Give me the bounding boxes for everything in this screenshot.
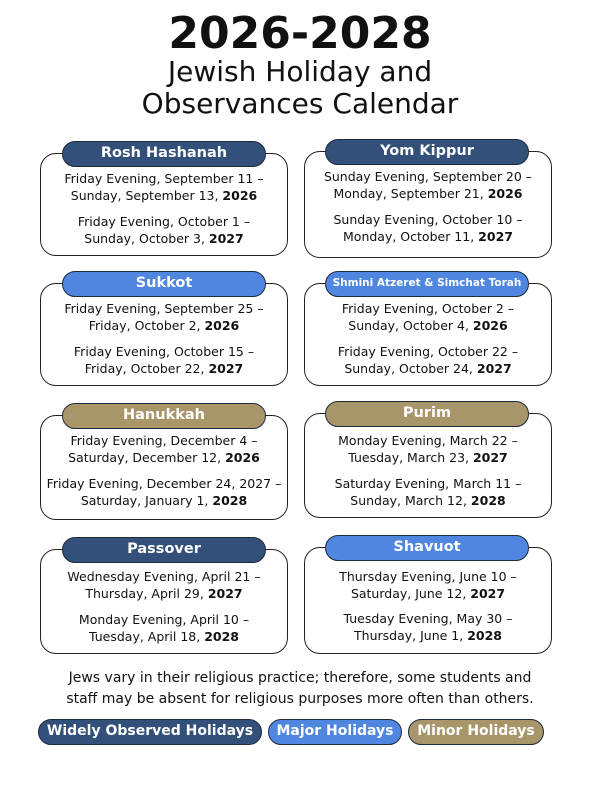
holiday-label-shavuot: Shavuot [325, 535, 529, 561]
title-line-2: Observances Calendar [141, 87, 459, 120]
holiday-date-entry: Friday Evening, October 15 – Friday, October 22, 2027 [73, 344, 255, 376]
holiday-date-entry: Friday Evening, October 2 – Sunday, October 4, 2026 [341, 301, 515, 333]
legend-major: Major Holidays [268, 719, 402, 745]
holiday-date-entry: Friday Evening, October 1 – Sunday, October 3, 2027 [77, 214, 251, 246]
legend-minor: Minor Holidays [408, 719, 544, 745]
holiday-date-entry: Wednesday Evening, April 21 – Thursday, April 29, 2027 [67, 569, 261, 601]
holiday-date-entry: Friday Evening, September 25 – Friday, October 2, 2026 [64, 301, 264, 333]
holiday-date-entry: Saturday Evening, March 11 – Sunday, March 12, 2028 [334, 476, 522, 508]
holiday-date-entry: Friday Evening, December 4 – Saturday, December 12, 2026 [68, 433, 260, 465]
title-line-1: Jewish Holiday and [167, 55, 433, 88]
holiday-date-entry: Sunday Evening, September 20 – Monday, September 21, 2026 [323, 169, 533, 201]
holiday-date-entry: Friday Evening, October 22 – Sunday, October 24, 2027 [337, 344, 519, 376]
holiday-label-passover: Passover [62, 537, 266, 563]
holiday-card-shmini-atzeret [304, 283, 552, 386]
holiday-card-sukkot [40, 283, 288, 386]
holiday-label-yom-kippur: Yom Kippur [325, 139, 529, 165]
holiday-label-hanukkah: Hanukkah [62, 403, 266, 429]
holiday-card-hanukkah [40, 415, 288, 520]
holiday-date-entry: Thursday Evening, June 10 – Saturday, June 12, 2027 [339, 569, 517, 601]
holiday-card-purim [304, 413, 552, 518]
holiday-date-entry: Monday Evening, April 10 – Tuesday, April 18, 2028 [78, 612, 250, 644]
holiday-label-sukkot: Sukkot [62, 271, 266, 297]
holiday-date-entry: Friday Evening, September 11 – Sunday, September 13, 2026 [64, 171, 264, 203]
title-years: 2026-2028 [168, 8, 432, 59]
holiday-card-yom-kippur [304, 151, 552, 258]
holiday-label-shmini-atzeret: Shmini Atzeret & Simchat Torah [325, 271, 529, 297]
holiday-date-entry: Tuesday Evening, May 30 – Thursday, June 1, 2028 [343, 611, 513, 643]
holiday-date-entry: Friday Evening, December 24, 2027 – Saturday, January 1, 2028 [46, 476, 282, 508]
holiday-label-rosh-hashanah: Rosh Hashanah [62, 141, 266, 167]
absence-note: Jews vary in their religious practice; therefore, some students and staff may be absent for religious purposes more often than others. [66, 670, 534, 707]
holiday-date-entry: Sunday Evening, October 10 – Monday, October 11, 2027 [333, 212, 523, 244]
holiday-card-rosh-hashanah [40, 153, 288, 256]
holiday-label-purim: Purim [325, 401, 529, 427]
holiday-card-passover [40, 549, 288, 654]
holiday-card-shavuot [304, 547, 552, 654]
holiday-date-entry: Monday Evening, March 22 – Tuesday, March 23, 2027 [338, 433, 518, 465]
legend-widely-observed: Widely Observed Holidays [38, 719, 262, 745]
